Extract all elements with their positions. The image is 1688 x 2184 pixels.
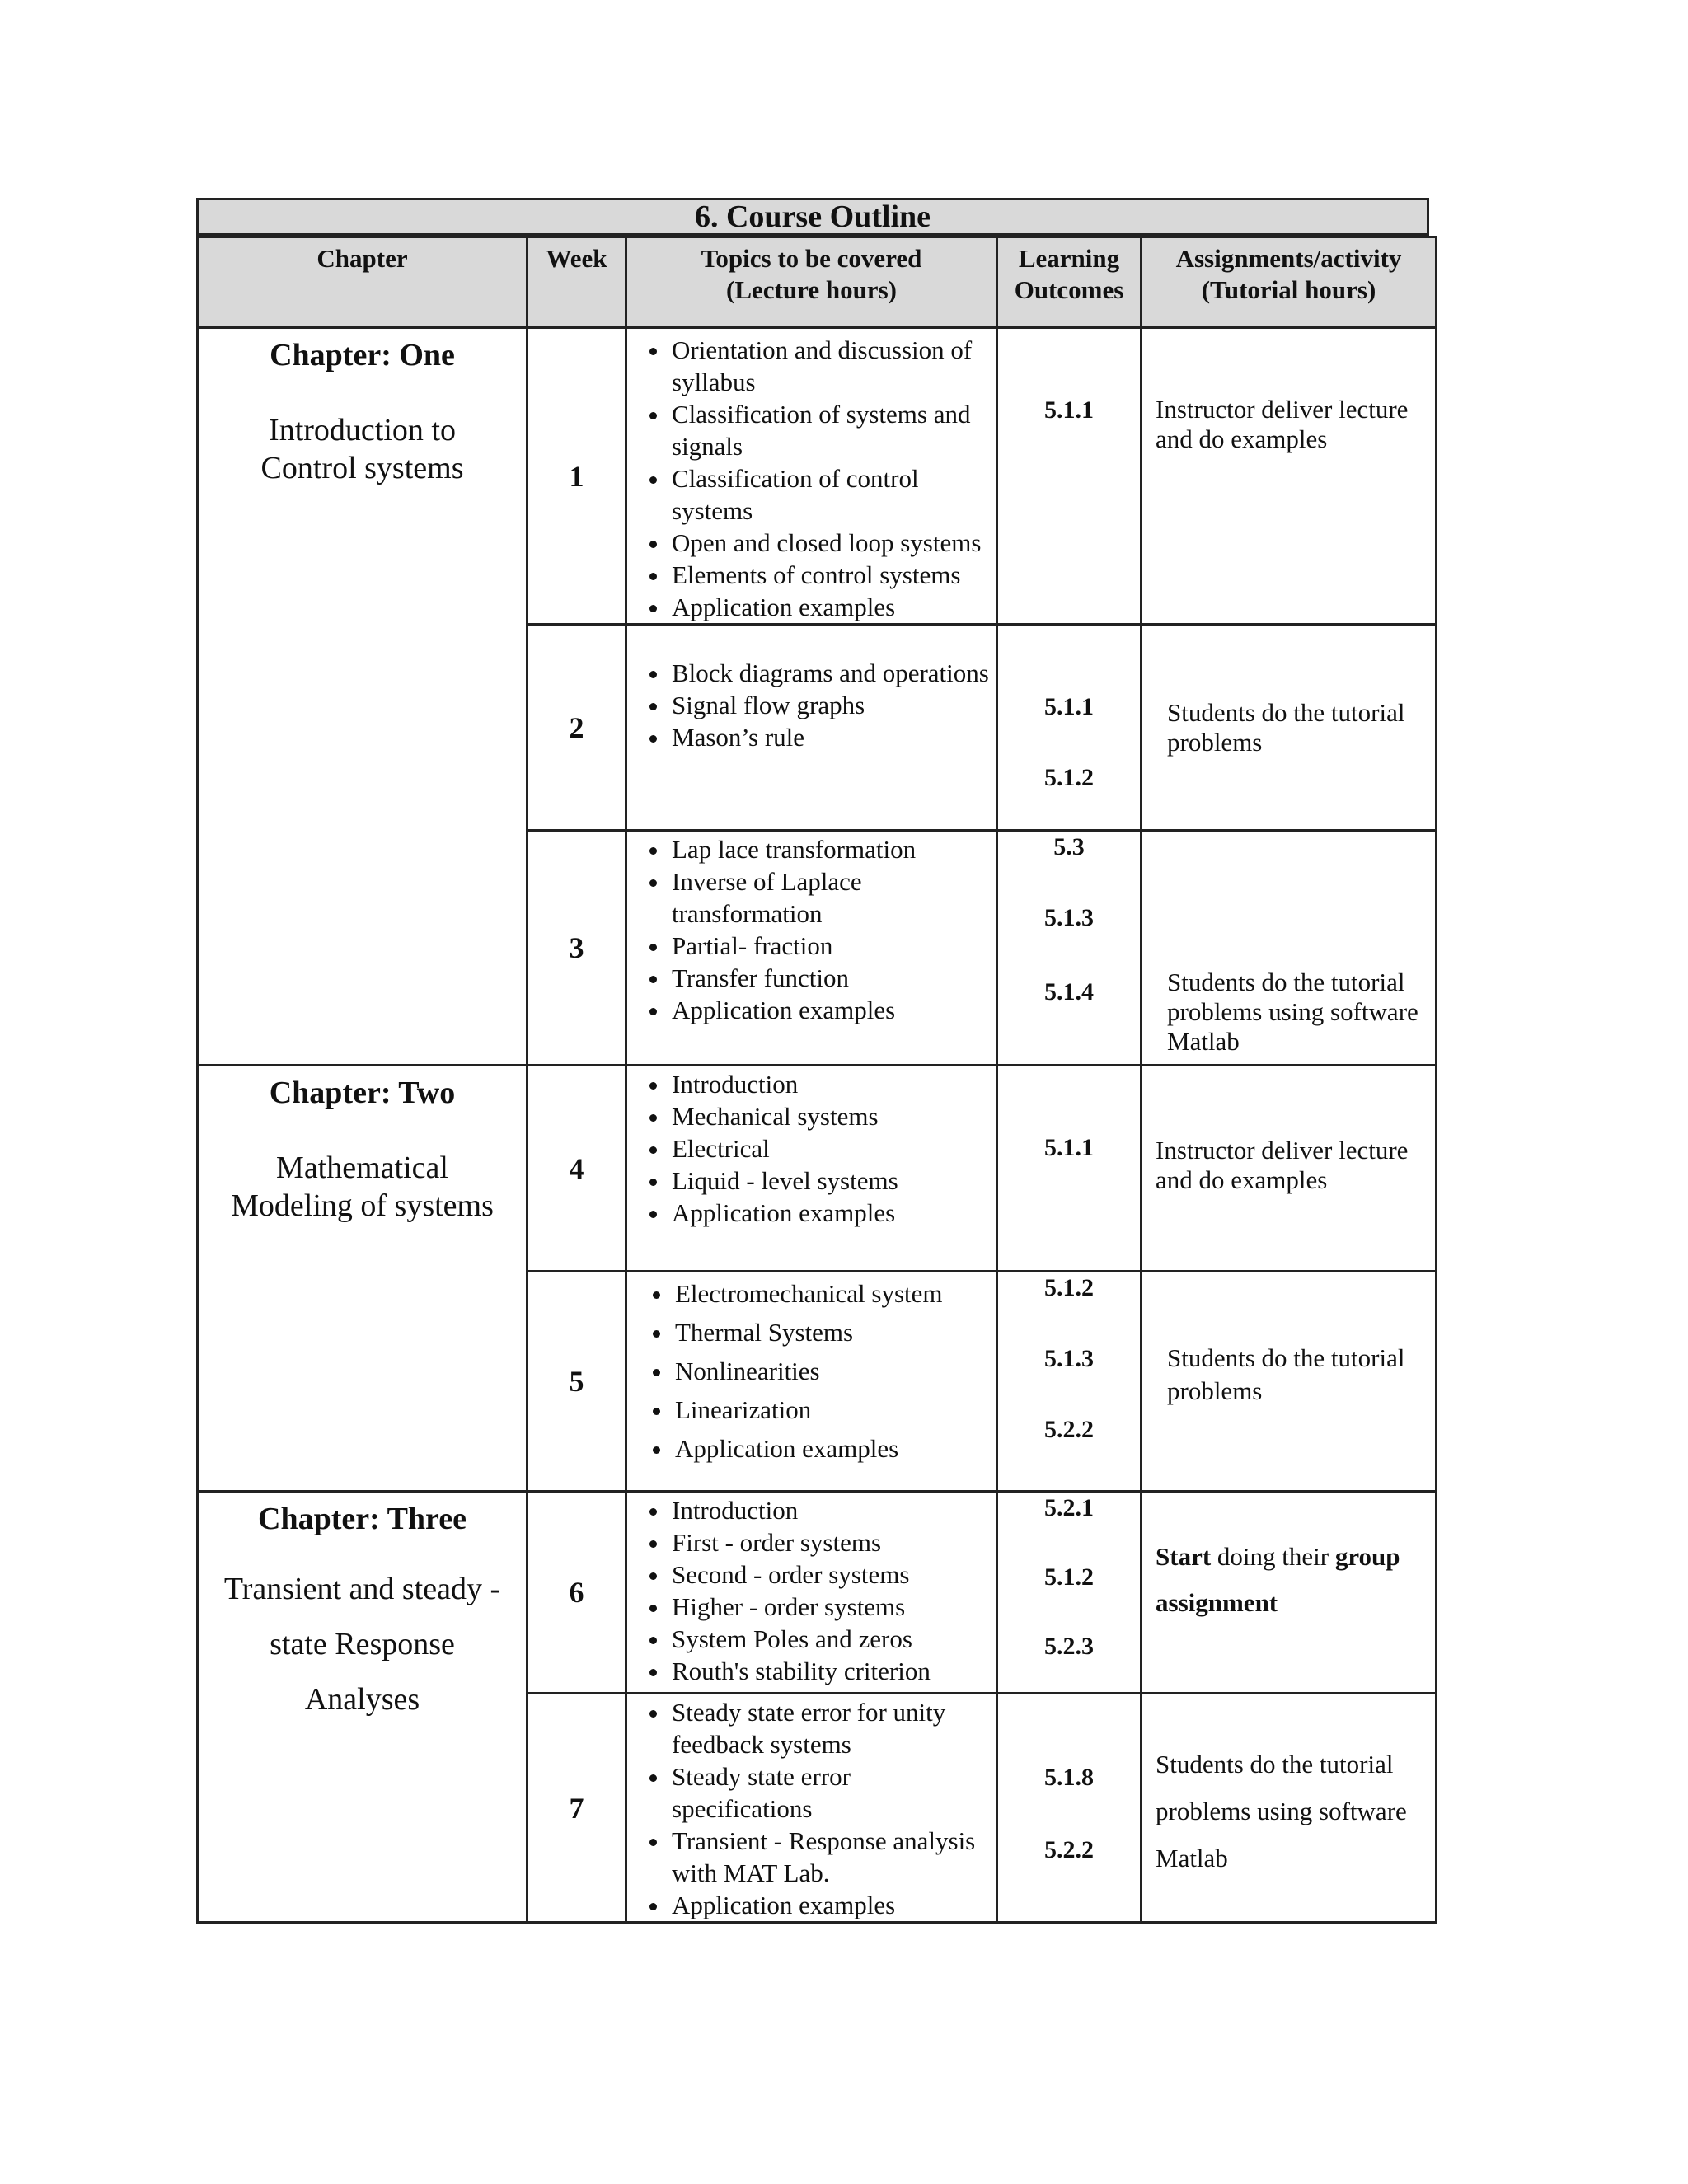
topic-item: • Introduction (670, 1494, 996, 1526)
outcome-code: 5.1.4 (1044, 978, 1094, 1005)
header-topics-line2: (Lecture hours) (726, 275, 897, 304)
header-topics (626, 237, 997, 328)
header-outcomes-line1: Learning (1018, 244, 1120, 273)
topic-item: • Classification of systems and signals (670, 398, 996, 462)
header-assignments (1142, 237, 1437, 328)
chapter-title-line: Introduction to (269, 413, 456, 448)
topic-item: • Electrical (670, 1132, 996, 1165)
outcome-code: 5.1.1 (1044, 396, 1094, 424)
week-number: 1 (528, 328, 626, 625)
table-row (198, 1066, 1437, 1272)
chapter-heading: Chapter: One (270, 338, 455, 373)
outcomes-cell (997, 328, 1142, 625)
assignment-cell: Students do the tutorial problems (1142, 1272, 1437, 1492)
header-assign-line2: (Tutorial hours) (1201, 275, 1376, 304)
topics-list (627, 657, 996, 753)
assignment-bold: Start (1156, 1542, 1212, 1571)
course-outline-table (196, 236, 1437, 1924)
week-number: 2 (528, 625, 626, 831)
week-number: 4 (528, 1066, 626, 1272)
topic-item: • Lap lace transformation (670, 833, 996, 865)
outcome-code: 5.1.1 (1044, 1134, 1094, 1161)
assignment-bold: group assignment (1156, 1542, 1400, 1617)
topics-cell (626, 1694, 997, 1923)
outcome-code: 5.1.3 (1044, 904, 1094, 931)
chapter-heading: Chapter: Two (269, 1076, 456, 1110)
outcomes-cell (997, 625, 1142, 831)
outcome-code: 5.2.2 (1044, 1416, 1094, 1443)
topic-item: • Linearization (673, 1390, 996, 1429)
outcomes-cell (997, 1066, 1142, 1272)
chapter-heading: Chapter: Three (258, 1502, 467, 1536)
outcome-code: 5.1.1 (1044, 693, 1094, 720)
chapter-title-line: Analyses (304, 1682, 420, 1717)
topic-item: • Steady state error for unity feedback systems (670, 1696, 996, 1760)
topic-item: • Transient - Response analysis with MAT Lab. (670, 1825, 996, 1889)
topic-item: • First - order systems (670, 1526, 996, 1558)
week-number: 7 (528, 1694, 626, 1923)
topics-cell (626, 1492, 997, 1694)
topic-item: • Thermal Systems (673, 1313, 996, 1352)
topic-item: • Mechanical systems (670, 1100, 996, 1132)
topics-cell (626, 625, 997, 831)
outcomes-cell (997, 831, 1142, 1066)
week-number: 6 (528, 1492, 626, 1694)
header-topics-line1: Topics to be covered (701, 244, 922, 273)
topic-item: • Signal flow graphs (670, 689, 996, 721)
topics-list (627, 1696, 996, 1921)
chapter-title-line: Transient and steady - (223, 1572, 501, 1606)
topic-item: • Block diagrams and operations (670, 657, 996, 689)
outcomes-cell (997, 1694, 1142, 1923)
topics-list (627, 334, 996, 623)
outcome-code: 5.1.2 (1044, 1274, 1094, 1301)
topic-item: • Classification of control systems (670, 462, 996, 527)
topic-item: • Application examples (670, 591, 996, 623)
topic-item: • Second - order systems (670, 1558, 996, 1591)
header-week: Week (528, 237, 626, 328)
header-row (198, 237, 1437, 328)
outcomes-cell (997, 1272, 1142, 1492)
topic-item: • Open and closed loop systems (670, 527, 996, 559)
topic-item: • Liquid - level systems (670, 1165, 996, 1197)
topics-list (627, 1494, 996, 1687)
topic-item: • System Poles and zeros (670, 1623, 996, 1655)
topic-item: • Partial- fraction (670, 930, 996, 962)
course-outline-title: 6. Course Outline (196, 198, 1429, 236)
outcomes-cell (997, 1492, 1142, 1694)
chapter-title (199, 411, 526, 487)
topics-cell (626, 328, 997, 625)
assignment-cell (1142, 1492, 1437, 1694)
chapter-one-cell (198, 328, 528, 1066)
topic-item: • Electromechanical system (673, 1274, 996, 1313)
topic-item: • Steady state error specifications (670, 1760, 996, 1825)
outcome-code: 5.3 (1053, 833, 1085, 860)
topics-list (627, 833, 996, 1026)
chapter-two-cell (198, 1066, 528, 1492)
chapter-title (199, 1562, 526, 1727)
header-outcomes (997, 237, 1142, 328)
header-assign-line1: Assignments/activity (1175, 244, 1402, 273)
topics-cell (626, 1272, 997, 1492)
outcome-code: 5.1.2 (1044, 1563, 1094, 1591)
outcome-code: 5.2.3 (1044, 1633, 1094, 1660)
topic-item: • Application examples (673, 1429, 996, 1468)
topic-item: • Elements of control systems (670, 559, 996, 591)
chapter-three-cell (198, 1492, 528, 1923)
header-outcomes-line2: Outcomes (1014, 275, 1124, 304)
outcome-code: 5.2.2 (1044, 1836, 1094, 1863)
outcome-code: 5.1.2 (1044, 764, 1094, 791)
chapter-title (199, 1149, 526, 1225)
table-row (198, 328, 1437, 625)
header-chapter: Chapter (198, 237, 528, 328)
week-number: 3 (528, 831, 626, 1066)
assignment-cell: Students do the tutorial problems using software Matlab (1142, 1694, 1437, 1923)
topic-item: • Routh's stability criterion (670, 1655, 996, 1687)
topic-item: • Orientation and discussion of syllabus (670, 334, 996, 398)
topic-item: • Application examples (670, 1197, 996, 1229)
assignment-cell: Instructor deliver lecture and do examples (1142, 1066, 1437, 1272)
topic-item: • Higher - order systems (670, 1591, 996, 1623)
outcome-code: 5.2.1 (1044, 1494, 1094, 1521)
topics-cell (626, 1066, 997, 1272)
topic-item: • Nonlinearities (673, 1352, 996, 1390)
topic-item: • Mason’s rule (670, 721, 996, 753)
outcome-code: 5.1.3 (1044, 1345, 1094, 1372)
topic-item: • Transfer function (670, 962, 996, 994)
chapter-title-line: Control systems (260, 451, 464, 485)
chapter-title-line: Modeling of systems (231, 1188, 494, 1223)
topics-list (627, 1274, 996, 1468)
topic-item: • Inverse of Laplace transformation (670, 865, 996, 930)
topic-item: • Introduction (670, 1068, 996, 1100)
outcome-code: 5.1.8 (1044, 1764, 1094, 1791)
assignment-text: doing their (1211, 1542, 1335, 1571)
topic-item: • Application examples (670, 994, 996, 1026)
topics-list (627, 1068, 996, 1229)
assignment-cell: Students do the tutorial problems (1142, 625, 1437, 831)
chapter-title-line: Mathematical (276, 1151, 448, 1185)
week-number: 5 (528, 1272, 626, 1492)
topics-cell (626, 831, 997, 1066)
table-row (198, 1492, 1437, 1694)
assignment-cell: Students do the tutorial problems using software Matlab (1142, 831, 1437, 1066)
chapter-title-line: state Response (270, 1627, 455, 1661)
topic-item: • Application examples (670, 1889, 996, 1921)
assignment-cell: Instructor deliver lecture and do examples (1142, 328, 1437, 625)
